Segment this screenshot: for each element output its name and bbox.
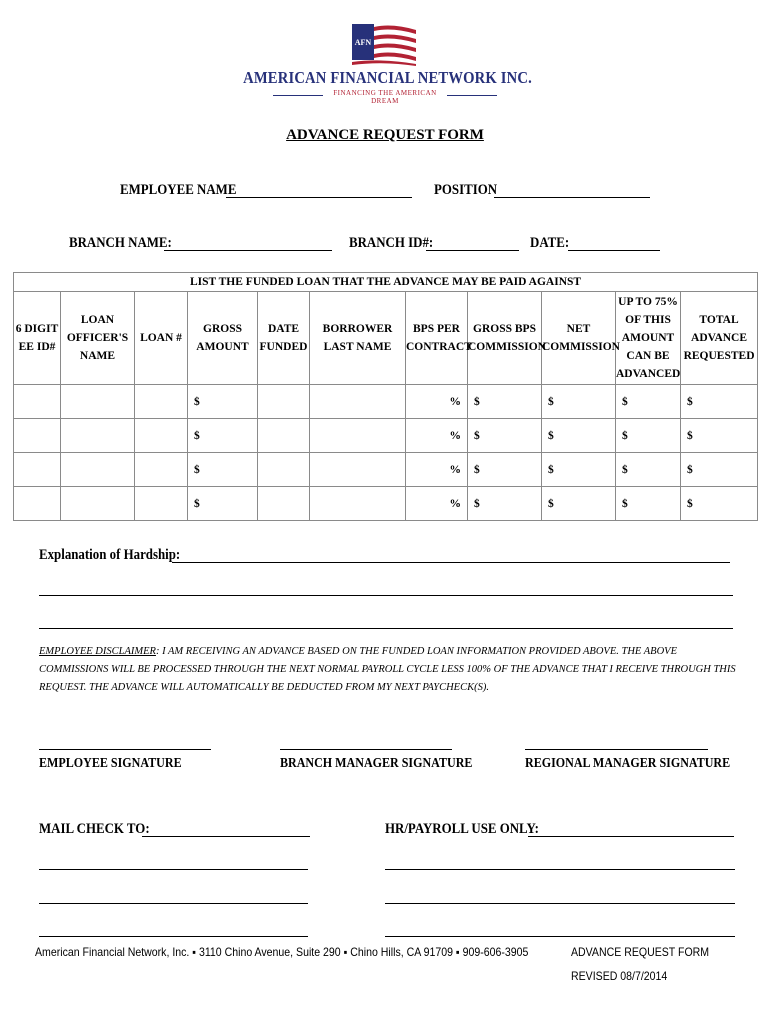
percent-sign: % [449,463,461,476]
mail-check-label: MAIL CHECK TO: [39,821,150,837]
col-header-total-advance: TOTAL ADVANCE REQUESTED [681,292,758,385]
col-header-up-to-75: UP TO 75% OF THIS AMOUNT CAN BE ADVANCED [616,292,681,385]
dollar-sign: $ [622,395,628,408]
net-commission-cell[interactable] [542,419,616,453]
branch-manager-signature-line[interactable] [280,749,452,750]
footer-revised: REVISED 08/7/2014 [571,969,668,983]
bps-cell[interactable] [406,487,468,521]
loan-number-cell[interactable] [135,419,188,453]
col-header-loan-number: LOAN # [135,292,188,385]
dollar-sign: $ [622,463,628,476]
gross-bps-cell[interactable] [468,419,542,453]
form-title: ADVANCE REQUEST FORM [286,127,484,143]
mail-check-line-3[interactable] [39,903,308,904]
loan-number-cell[interactable] [135,487,188,521]
loan-officer-cell[interactable] [61,419,135,453]
borrower-cell[interactable] [310,453,406,487]
ee-id-cell[interactable] [14,385,61,419]
afn-flag-logo [352,24,416,66]
dollar-sign: $ [548,497,554,510]
disclaimer-label: EMPLOYEE DISCLAIMER [39,646,156,657]
gross-amount-cell[interactable] [188,419,258,453]
dollar-sign: $ [687,429,693,442]
bps-cell[interactable] [406,419,468,453]
col-header-date-funded: DATE FUNDED [258,292,310,385]
table-header-row [14,292,758,385]
employee-name-label: EMPLOYEE NAME [120,182,237,198]
col-header-borrower-last-name: BORROWER LAST NAME [310,292,406,385]
loan-officer-cell[interactable] [61,453,135,487]
ee-id-cell[interactable] [14,419,61,453]
dollar-sign: $ [194,395,200,408]
ee-id-cell[interactable] [14,453,61,487]
gross-amount-cell[interactable] [188,385,258,419]
branch-manager-signature-label: BRANCH MANAGER SIGNATURE [280,756,473,771]
hardship-line-1[interactable] [172,562,730,563]
branch-id-field[interactable] [426,250,519,251]
gross-amount-cell[interactable] [188,453,258,487]
hardship-label: Explanation of Hardship: [39,547,181,563]
bps-cell[interactable] [406,453,468,487]
hr-payroll-line-3[interactable] [385,903,735,904]
advance-75-cell[interactable] [616,419,681,453]
ee-id-cell[interactable] [14,487,61,521]
date-funded-cell[interactable] [258,385,310,419]
col-header-gross-bps-commission: GROSS BPS COMMISSION [468,292,542,385]
funded-loans-table [13,272,758,521]
dollar-sign: $ [474,395,480,408]
regional-manager-signature-label: REGIONAL MANAGER SIGNATURE [525,756,731,771]
footer-address: American Financial Network, Inc. ▪ 3110 Chino Avenue, Suite 290 ▪ Chino Hills, CA 91709 ▪ 909-606-3905 [35,945,529,959]
loan-officer-cell[interactable] [61,487,135,521]
flag-text: AFN [354,38,372,47]
employee-signature-line[interactable] [39,749,211,750]
dollar-sign: $ [622,497,628,510]
tagline: FINANCING THE AMERICAN DREAM [333,89,437,105]
gross-amount-cell[interactable] [188,487,258,521]
tagline-rule [273,89,497,105]
footer-form-name: ADVANCE REQUEST FORM [571,945,710,959]
dollar-sign: $ [687,463,693,476]
dollar-sign: $ [548,395,554,408]
total-advance-cell[interactable] [681,487,758,521]
total-advance-cell[interactable] [681,385,758,419]
table-row [14,385,758,419]
table-caption: LIST THE FUNDED LOAN THAT THE ADVANCE MAY BE PAID AGAINST [14,273,758,292]
gross-bps-cell[interactable] [468,487,542,521]
table-row [14,453,758,487]
advance-75-cell[interactable] [616,487,681,521]
disclaimer-text: : I AM RECEIVING AN ADVANCE BASED ON THE FUNDED LOAN INFORMATION PROVIDED ABOVE. THE ABOVE COMMISSIONS WILL BE PROCESSED THROUGH THE NEXT NORMAL PAYROLL CYCLE LESS 100% OF THE ADVANCE THAT I RECEIVE THROUGH THIS REQUEST. THE ADVANCE WILL AUTOMATICALLY BE DEDUCTED FROM MY NEXT PAYCHECK(S). [39,646,736,693]
borrower-cell[interactable] [310,419,406,453]
dollar-sign: $ [622,429,628,442]
percent-sign: % [449,497,461,510]
hardship-line-2[interactable] [39,595,733,596]
dollar-sign: $ [474,463,480,476]
loan-officer-cell[interactable] [61,385,135,419]
net-commission-cell[interactable] [542,453,616,487]
hr-payroll-line-1[interactable] [528,836,734,837]
gross-bps-cell[interactable] [468,453,542,487]
dollar-sign: $ [474,429,480,442]
net-commission-cell[interactable] [542,487,616,521]
date-funded-cell[interactable] [258,487,310,521]
dollar-sign: $ [194,497,200,510]
total-advance-cell[interactable] [681,453,758,487]
date-funded-cell[interactable] [258,419,310,453]
date-label: DATE: [530,235,570,251]
mail-check-line-2[interactable] [39,869,308,870]
branch-id-label: BRANCH ID#: [349,235,434,251]
loan-number-cell[interactable] [135,385,188,419]
mail-check-line-1[interactable] [142,836,310,837]
col-header-bps-per-contract: BPS PER CONTRACT [406,292,468,385]
table-row [14,487,758,521]
borrower-cell[interactable] [310,487,406,521]
loan-number-cell[interactable] [135,453,188,487]
total-advance-cell[interactable] [681,419,758,453]
company-name: AMERICAN FINANCIAL NETWORK INC. [243,68,532,87]
borrower-cell[interactable] [310,385,406,419]
gross-bps-cell[interactable] [468,385,542,419]
net-commission-cell[interactable] [542,385,616,419]
percent-sign: % [449,395,461,408]
hr-payroll-label: HR/PAYROLL USE ONLY: [385,821,539,837]
employee-disclaimer [39,643,739,697]
hr-payroll-line-4[interactable] [385,936,735,937]
col-header-net-commission: NET COMMISSION [542,292,616,385]
date-field[interactable] [568,250,660,251]
branch-name-field[interactable] [164,250,332,251]
advance-75-cell[interactable] [616,453,681,487]
dollar-sign: $ [194,429,200,442]
col-header-loan-officer: LOAN OFFICER'S NAME [61,292,135,385]
regional-manager-signature-line[interactable] [525,749,708,750]
dollar-sign: $ [687,395,693,408]
hardship-line-3[interactable] [39,628,733,629]
branch-name-label: BRANCH NAME: [69,235,172,251]
percent-sign: % [449,429,461,442]
date-funded-cell[interactable] [258,453,310,487]
dollar-sign: $ [548,463,554,476]
employee-signature-label: EMPLOYEE SIGNATURE [39,756,182,771]
advance-75-cell[interactable] [616,385,681,419]
table-row [14,419,758,453]
hr-payroll-line-2[interactable] [385,869,735,870]
dollar-sign: $ [194,463,200,476]
col-header-ee-id: 6 DIGIT EE ID# [14,292,61,385]
dollar-sign: $ [474,497,480,510]
position-label: POSITION [434,182,498,198]
employee-name-field[interactable] [226,197,412,198]
dollar-sign: $ [548,429,554,442]
dollar-sign: $ [687,497,693,510]
mail-check-line-4[interactable] [39,936,308,937]
col-header-gross-amount: GROSS AMOUNT [188,292,258,385]
bps-cell[interactable] [406,385,468,419]
position-field[interactable] [494,197,650,198]
